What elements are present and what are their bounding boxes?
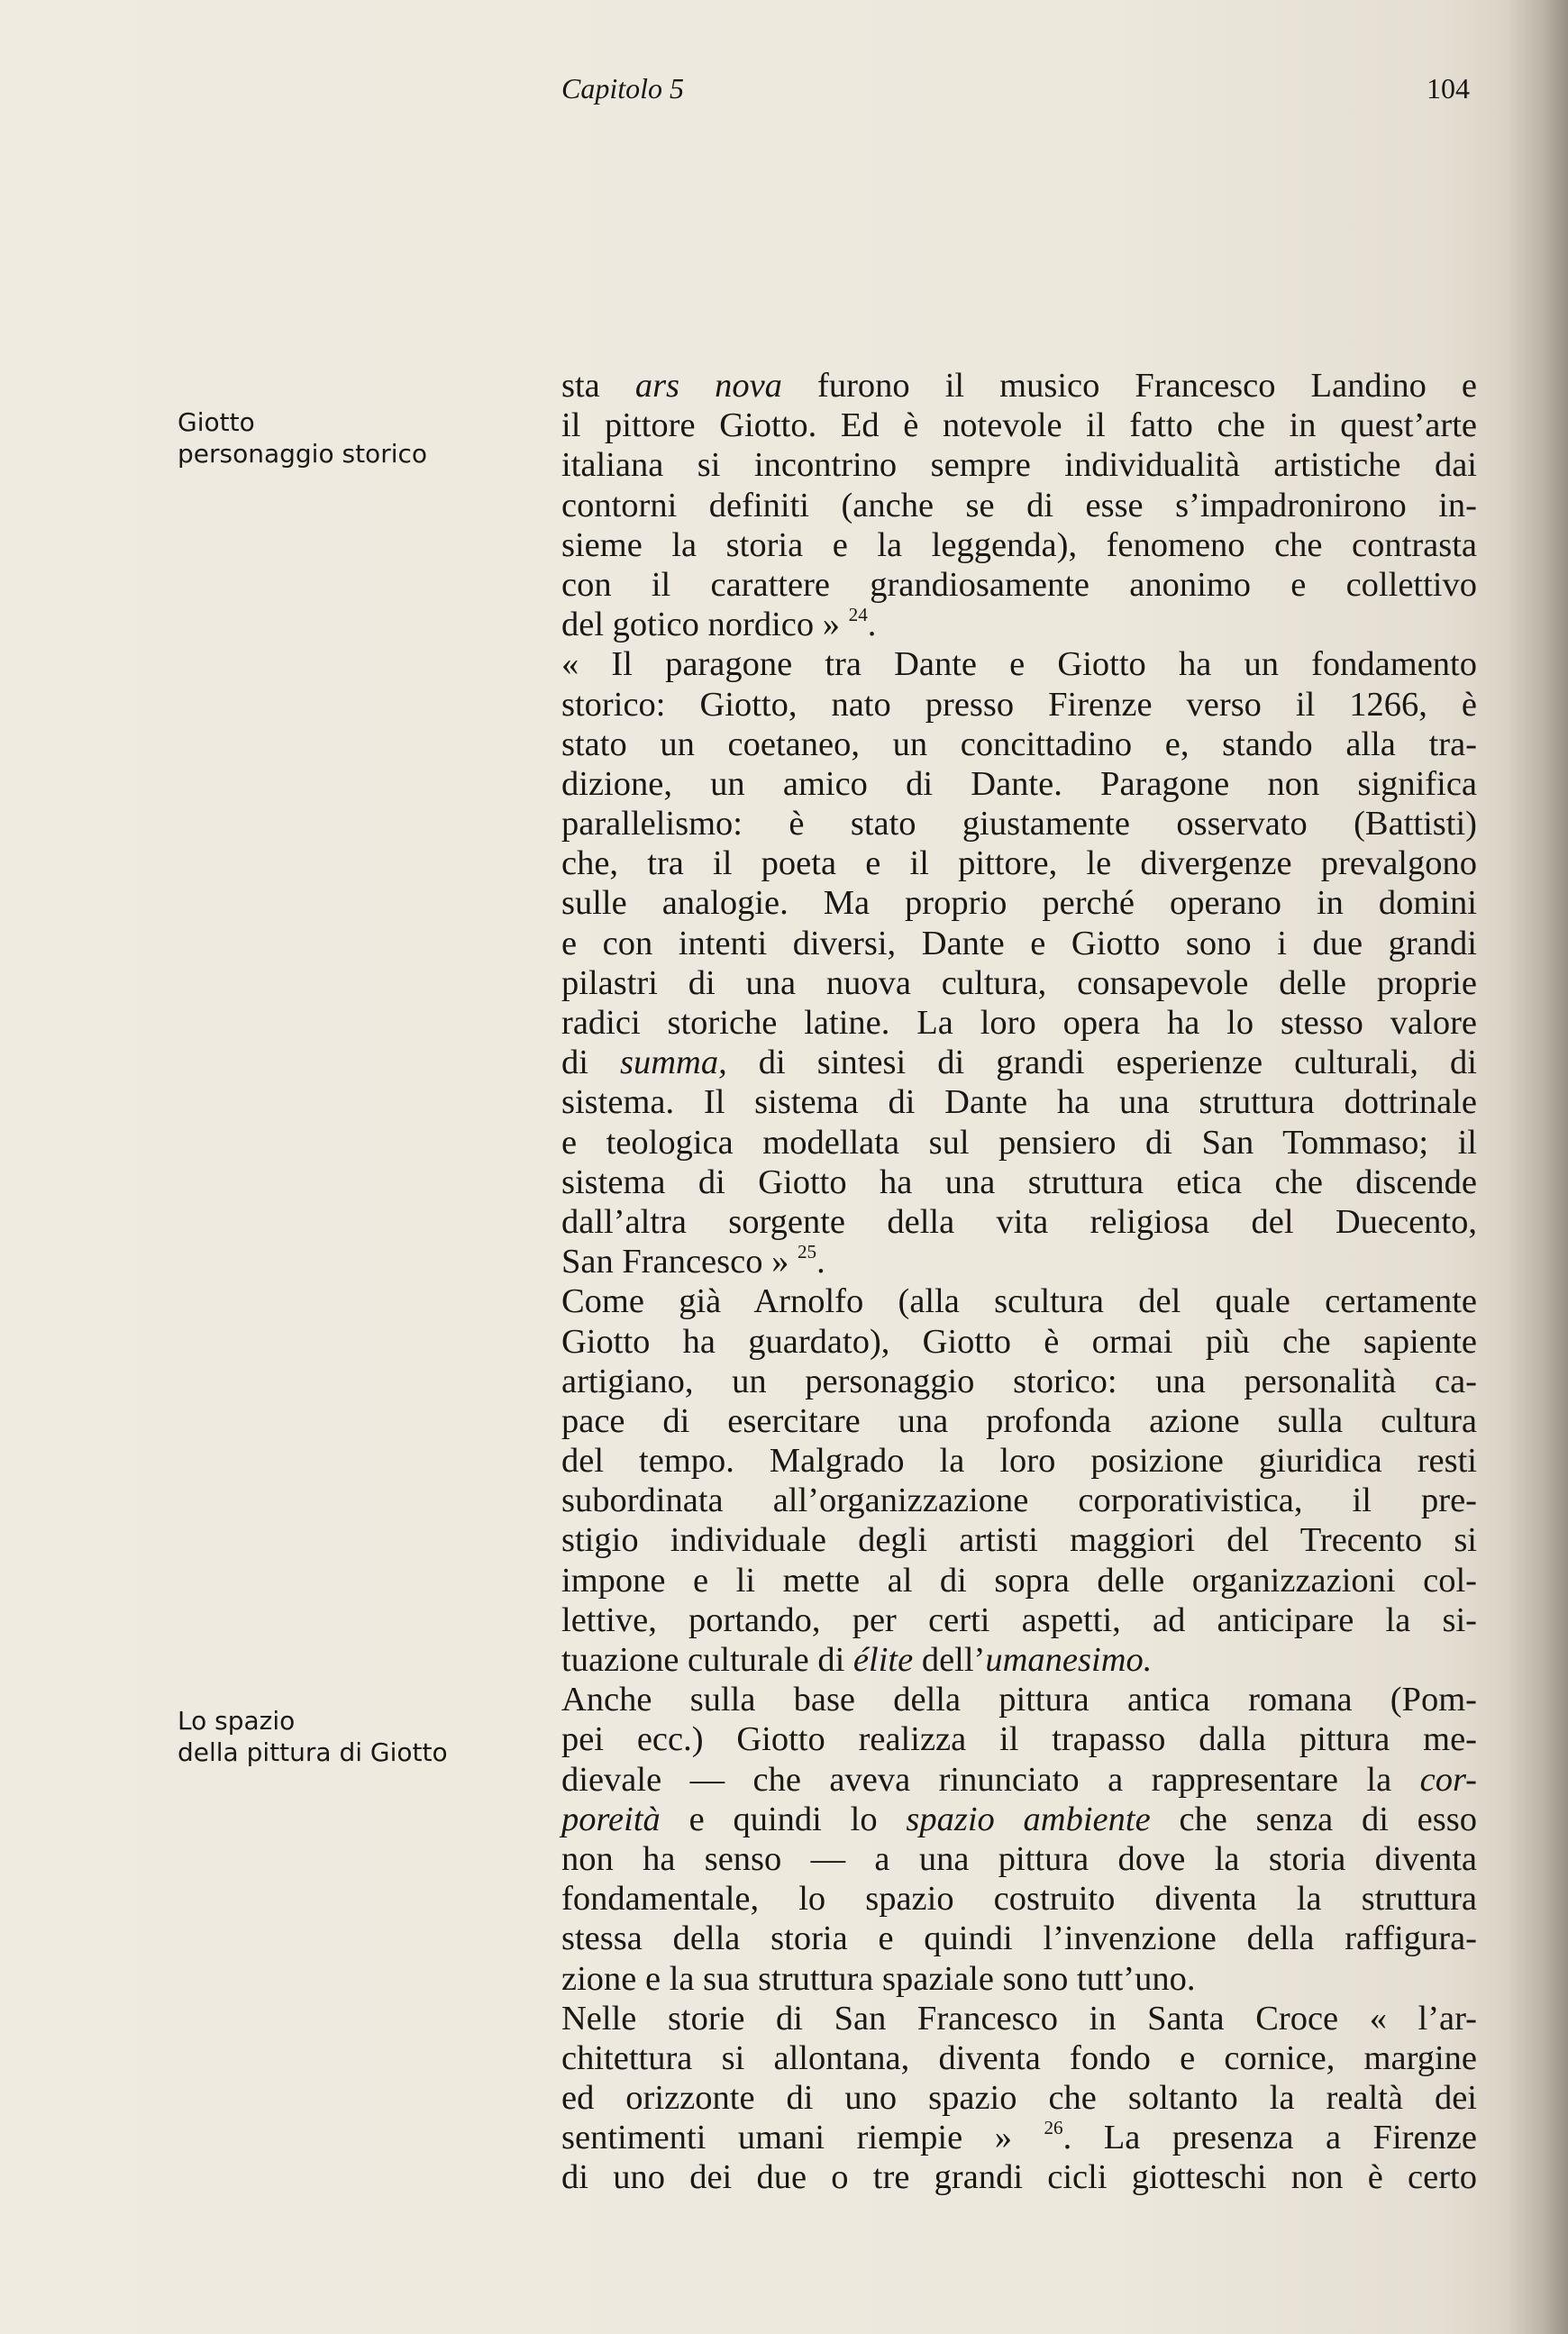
text-line	[561, 1123, 1477, 1162]
text-line	[561, 1680, 1477, 1719]
text-run: storico: Giotto, nato presso Firenze verso il 1266, è	[561, 685, 1477, 724]
text-line	[561, 1561, 1477, 1600]
text-run: pace di esercitare una profonda azione sulla cultura	[561, 1401, 1477, 1440]
text-run: e teologica modellata sul pensiero di San Tommaso; il	[561, 1123, 1477, 1162]
text-run: di sintesi di grandi esperienze culturali, di	[726, 1044, 1477, 1082]
text-line	[561, 1003, 1477, 1043]
text-run: .	[816, 1243, 825, 1281]
text-run: ed orizzonte di uno spazio che soltanto la realtà dei	[561, 2079, 1477, 2118]
text-run: Nelle storie di San Francesco in Santa Croce « l’ar-	[561, 1999, 1477, 2038]
text-line	[561, 1640, 1477, 1680]
text-line	[561, 1242, 1477, 1281]
text-line	[561, 1999, 1477, 2038]
text-line	[561, 605, 1477, 644]
text-line	[561, 1919, 1477, 1958]
text-run: Anche sulla base della pittura antica romana (Pom-	[561, 1681, 1477, 1719]
text-run: pei ecc.) Giotto realizza il trapasso dalla pittura me-	[561, 1720, 1477, 1759]
text-run: non ha senso — a una pittura dove la storia diventa	[561, 1839, 1477, 1878]
text-line	[561, 1800, 1477, 1839]
text-run: che senza di esso	[1150, 1800, 1477, 1838]
text-run: artigiano, un personaggio storico: una personalità ca-	[561, 1362, 1477, 1400]
text-run: che, tra il poeta e il pittore, le divergenze prevalgono	[561, 844, 1477, 883]
text-line	[561, 1362, 1477, 1401]
italic-text: spazio ambiente	[906, 1800, 1151, 1838]
text-line	[561, 644, 1477, 684]
text-run: il pittore Giotto. Ed è notevole il fatto che in quest’arte	[561, 406, 1477, 445]
text-line	[561, 366, 1477, 406]
text-run: di	[561, 1044, 620, 1082]
text-run: sulle analogie. Ma proprio perché operano in domini	[561, 884, 1477, 923]
text-run: sieme la storia e la leggenda), fenomeno che contrasta	[561, 525, 1477, 564]
text-line	[561, 406, 1477, 445]
text-run: . La presenza a Firenze	[1062, 2119, 1477, 2157]
text-line	[561, 1162, 1477, 1202]
text-run: sta	[561, 367, 635, 405]
chapter-title: Capitolo 5	[561, 72, 685, 105]
binding-shadow	[1505, 0, 1568, 2334]
text-run: dizione, un amico di Dante. Paragone non significa	[561, 764, 1477, 803]
footnote-ref: 24	[848, 604, 868, 626]
text-line	[561, 685, 1477, 725]
text-line	[561, 883, 1477, 923]
text-line	[561, 1043, 1477, 1082]
text-line	[561, 1441, 1477, 1481]
text-run: stessa della storia e quindi l’invenzione della raffigura-	[561, 1919, 1477, 1958]
text-run: « Il paragone tra Dante e Giotto ha un fondamento	[561, 645, 1477, 684]
margin-note-spazio	[178, 1705, 484, 1768]
text-line	[561, 1202, 1477, 1242]
text-run: stato un coetaneo, un concittadino e, stando alla tra-	[561, 725, 1477, 763]
text-line	[561, 1481, 1477, 1520]
text-run: dievale — che aveva rinunciato a rappresentare la	[561, 1760, 1420, 1799]
text-run: con il carattere grandiosamente anonimo e collettivo	[561, 565, 1477, 604]
text-line	[561, 525, 1477, 565]
margin-note-line: della pittura di Giotto	[178, 1737, 448, 1767]
text-run: parallelismo: è stato giustamente osservato (Battisti)	[561, 805, 1477, 843]
text-line	[561, 1281, 1477, 1321]
margin-note-line: Lo spazio	[178, 1706, 296, 1736]
running-header	[0, 72, 1568, 126]
text-line	[561, 1401, 1477, 1441]
text-run: chitettura si allontana, diventa fondo e cornice, margine	[561, 2038, 1477, 2077]
text-run: e quindi lo	[660, 1800, 907, 1838]
text-run: del tempo. Malgrado la loro posizione giuridica resti	[561, 1442, 1477, 1481]
text-line	[561, 1600, 1477, 1640]
text-line	[561, 843, 1477, 883]
margin-note-line: Giotto	[178, 407, 255, 437]
italic-text: cor-	[1419, 1760, 1477, 1799]
text-run: lettive, portando, per certi aspetti, ad anticipare la si-	[561, 1600, 1477, 1639]
body-text	[561, 366, 1477, 2198]
text-line	[561, 764, 1477, 804]
text-run: sentimenti umani riempie »	[561, 2119, 1044, 2157]
text-run: sistema di Giotto ha una struttura etica che discende	[561, 1162, 1477, 1201]
text-run: tuazione culturale di	[561, 1641, 853, 1679]
text-line	[561, 725, 1477, 764]
text-run: di uno dei due o tre grandi cicli giotteschi non è certo	[561, 2158, 1477, 2197]
text-line	[561, 1879, 1477, 1919]
text-run: sistema. Il sistema di Dante ha una struttura dottrinale	[561, 1083, 1477, 1122]
text-line	[561, 963, 1477, 1003]
margin-note-giotto	[178, 406, 484, 470]
text-run: fondamentale, lo spazio costruito diventa la struttura	[561, 1880, 1477, 1919]
text-run: San Francesco »	[561, 1243, 798, 1281]
text-line	[561, 445, 1477, 485]
text-run: .	[867, 606, 877, 644]
text-line	[561, 1760, 1477, 1800]
text-run: furono il musico Francesco Landino e	[781, 367, 1477, 405]
text-line	[561, 486, 1477, 525]
italic-text: ars nova	[634, 367, 782, 405]
text-line	[561, 1520, 1477, 1560]
text-line	[561, 2157, 1477, 2197]
text-run: impone e li mette al di sopra delle organizzazioni col-	[561, 1561, 1477, 1600]
text-line	[561, 1322, 1477, 1362]
text-run: zione e la sua struttura spaziale sono tutt’uno.	[561, 1959, 1196, 1998]
text-run: e con intenti diversi, Dante e Giotto sono i due grandi	[561, 924, 1477, 962]
footnote-ref: 25	[797, 1241, 817, 1263]
text-line	[561, 1082, 1477, 1122]
text-run: radici storiche latine. La loro opera ha lo stesso valore	[561, 1004, 1477, 1042]
text-run: pilastri di una nuova cultura, consapevole delle proprie	[561, 963, 1477, 1002]
page-number: 104	[1427, 72, 1470, 105]
italic-text: umanesimo.	[985, 1641, 1153, 1679]
text-line	[561, 1959, 1477, 1999]
margin-note-line: personaggio storico	[178, 439, 428, 469]
text-run: del gotico nordico »	[561, 606, 849, 644]
text-run: stigio individuale degli artisti maggiori del Trecento si	[561, 1521, 1477, 1560]
text-run: dell’	[913, 1641, 986, 1679]
italic-text: summa,	[620, 1044, 727, 1082]
text-line	[561, 1839, 1477, 1879]
text-line	[561, 2078, 1477, 2118]
text-run: italiana si incontrino sempre individualità artistiche dai	[561, 446, 1477, 485]
text-line	[561, 565, 1477, 605]
italic-text: poreità	[561, 1800, 661, 1838]
text-run: Giotto ha guardato), Giotto è ormai più che sapiente	[561, 1322, 1477, 1361]
text-run: Come già Arnolfo (alla scultura del quale certamente	[561, 1282, 1477, 1321]
text-line	[561, 2118, 1477, 2157]
text-run: subordinata all’organizzazione corporativistica, il pre-	[561, 1482, 1477, 1520]
text-line	[561, 924, 1477, 963]
text-run: contorni definiti (anche se di esse s’impadronirono in-	[561, 486, 1477, 524]
text-line	[561, 2038, 1477, 2078]
text-line	[561, 804, 1477, 843]
footnote-ref: 26	[1044, 2117, 1063, 2139]
text-run: dall’altra sorgente della vita religiosa del Duecento,	[561, 1202, 1477, 1241]
italic-text: élite	[852, 1641, 914, 1679]
text-line	[561, 1719, 1477, 1759]
